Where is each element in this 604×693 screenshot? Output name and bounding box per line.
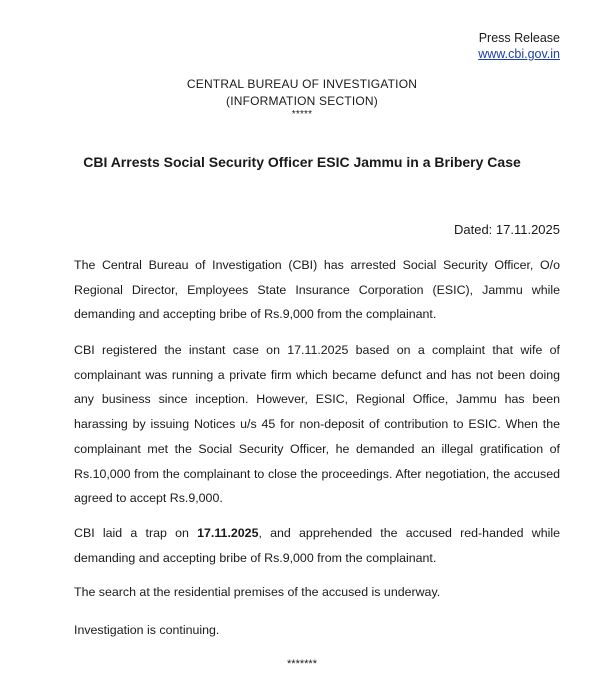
release-date: Dated: 17.11.2025: [453, 222, 560, 237]
header-separator: *****: [291, 109, 313, 120]
trap-date: 17.11.2025: [197, 526, 259, 540]
press-release-label: Press Release: [478, 31, 560, 45]
paragraph-4: The search at the residential premises of the accused is underway.: [74, 585, 441, 599]
paragraph-3-end: , and apprehended the accused red-handed while demanding and accepting bribe of Rs.9,000 from the complainant.: [74, 526, 560, 565]
website-link[interactable]: www.cbi.gov.in: [478, 47, 560, 61]
section-name: (INFORMATION SECTION): [226, 94, 378, 108]
press-release-header: [478, 30, 560, 62]
agency-name: CENTRAL BUREAU OF INVESTIGATION: [186, 77, 418, 91]
footer-separator: *******: [287, 658, 317, 670]
paragraph-2: CBI registered the instant case on 17.11.2025 based on a complaint that wife of complainant was running a private firm which became defunct and has not been doing any business since inception. However, ESIC, Regional Office, Jammu has been harassing by issuing Notices u/s 45 for non-deposit of contribution to ESIC. When the complainant met the Social Security Officer, he demanded an illegal gratification of Rs.10,000 from the complainant to close the proceedings. After negotiation, the accused agreed to accept Rs.9,000.: [74, 343, 560, 506]
paragraph-1: The Central Bureau of Investigation (CBI) has arrested Social Security Officer, O/o Regional Director, Employees State Insurance Corporation (ESIC), Jammu while demanding and accepting bribe of Rs.9,000 from the complainant.: [74, 258, 560, 322]
page-title: CBI Arrests Social Security Officer ESIC Jammu in a Bribery Case: [83, 154, 521, 170]
paragraph-3-start: CBI laid a trap on: [74, 526, 198, 540]
paragraph-3: [74, 521, 560, 570]
paragraph-5: Investigation is continuing.: [74, 623, 220, 637]
